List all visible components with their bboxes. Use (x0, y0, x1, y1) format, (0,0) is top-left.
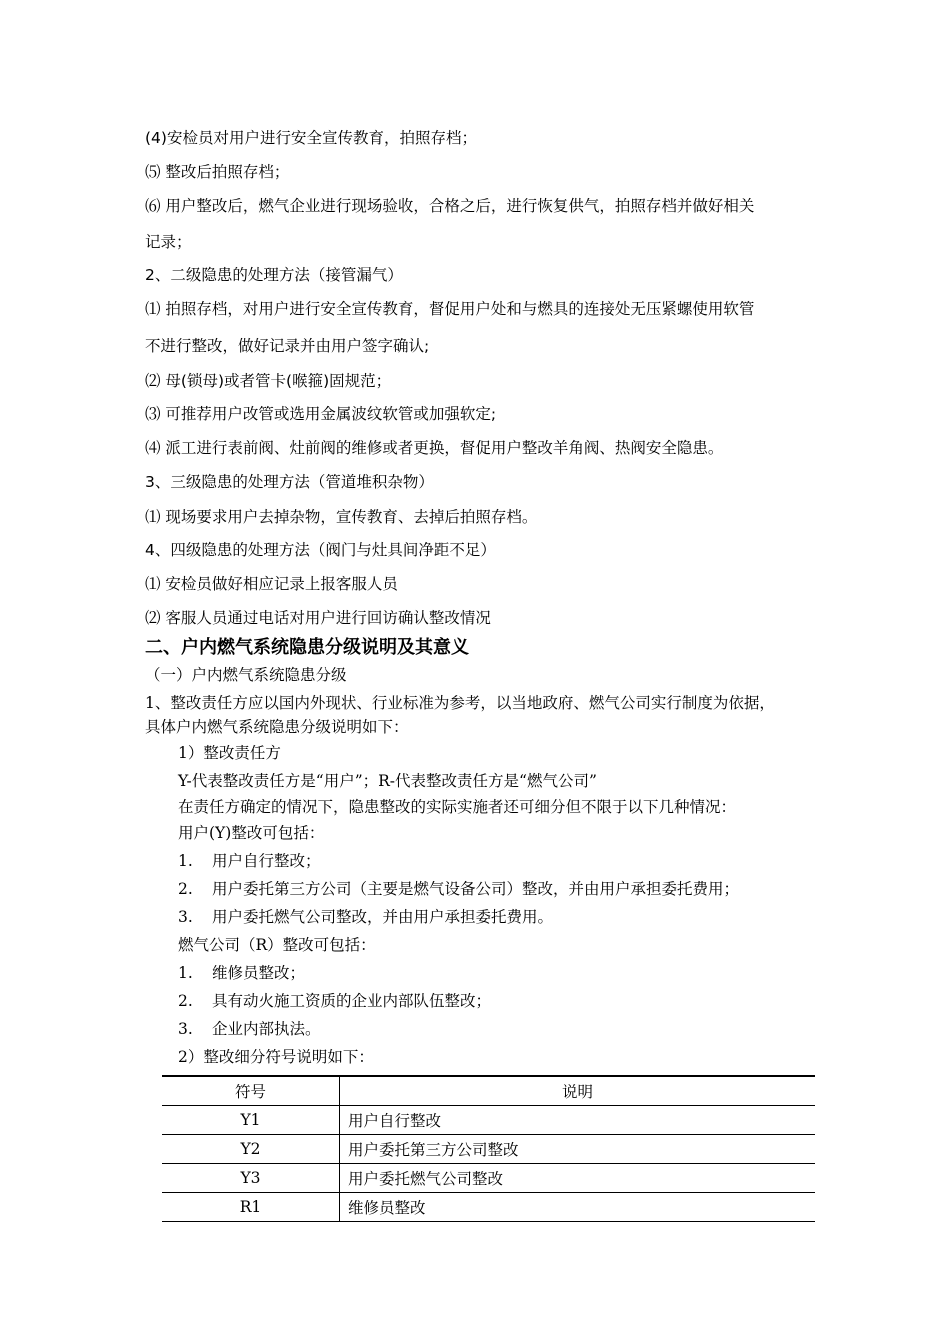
symbol-cell: Y2 (162, 1135, 340, 1164)
description-cell: 用户自行整改 (340, 1106, 816, 1135)
text-line: ⑹ 用户整改后，燃气企业进行现场验收，合格之后，进行恢复供气，拍照存档并做好相关 (145, 197, 755, 215)
text-line: 4、四级隐患的处理方法（阀门与灶具间净距不足） (145, 541, 496, 559)
list-item: 3. 用户委托燃气公司整改，并由用户承担委托费用。 (178, 908, 554, 926)
table-row (162, 1193, 815, 1222)
list-item: 3. 企业内部执法。 (178, 1020, 321, 1038)
section-heading: 二、户内燃气系统隐患分级说明及其意义 (145, 637, 469, 658)
list-item: 1. 用户自行整改； (178, 852, 321, 870)
symbol-cell: Y3 (162, 1164, 340, 1193)
symbol-table (162, 1075, 815, 1222)
text-line: ⑴ 拍照存档，对用户进行安全宣传教育，督促用户处和与燃具的连接处无压紧螺使用软管 (145, 300, 755, 318)
text-line: ⑴ 安检员做好相应记录上报客服人员 (145, 575, 398, 593)
company-intro: 燃气公司（R）整改可包括： (178, 936, 376, 954)
item-title: 2）整改细分符号说明如下： (178, 1048, 374, 1066)
description-cell: 用户委托燃气公司整改 (340, 1164, 816, 1193)
list-item: 2. 具有动火施工资质的企业内部队伍整改； (178, 992, 492, 1010)
item-definition: Y-代表整改责任方是“用户”；R-代表整改责任方是“燃气公司” (178, 772, 597, 790)
text-line: 记录； (145, 233, 192, 251)
table-header-row (162, 1076, 815, 1106)
item-note: 在责任方确定的情况下，隐患整改的实际实施者还可细分但不限于以下几种情况： (178, 798, 737, 816)
text-line: 不进行整改，做好记录并由用户签字确认; (145, 337, 430, 355)
user-intro: 用户(Y)整改可包括： (178, 824, 325, 842)
description-cell: 维修员整改 (340, 1193, 816, 1222)
text-line: 2、二级隐患的处理方法（接管漏气） (145, 266, 403, 284)
text-line: (4)安检员对用户进行安全宣传教育，拍照存档； (145, 129, 477, 147)
text-line: ⑸ 整改后拍照存档； (145, 163, 290, 181)
subheading: （一）户内燃气系统隐患分级 (145, 666, 347, 684)
column-header-description: 说明 (340, 1076, 816, 1106)
text-line: ⑶ 可推荐用户改管或选用金属波纹软管或加强软定; (145, 405, 497, 423)
paragraph-line: 具体户内燃气系统隐患分级说明如下： (145, 718, 409, 736)
list-item: 1. 维修员整改； (178, 964, 306, 982)
table-row (162, 1106, 815, 1135)
text-line: ⑴ 现场要求用户去掉杂物，宣传教育、去掉后拍照存档。 (145, 508, 538, 526)
symbol-cell: R1 (162, 1193, 340, 1222)
table-row (162, 1135, 815, 1164)
list-item: 2. 用户委托第三方公司（主要是燃气设备公司）整改，并由用户承担委托费用； (178, 880, 740, 898)
text-line: ⑵ 母(锁母)或者管卡(喉箍)固规范； (145, 372, 392, 390)
description-cell: 用户委托第三方公司整改 (340, 1135, 816, 1164)
text-line: 3、三级隐患的处理方法（管道堆积杂物） (145, 473, 434, 491)
column-header-symbol: 符号 (162, 1076, 340, 1106)
table-row (162, 1164, 815, 1193)
paragraph-line: 1、整改责任方应以国内外现状、行业标准为参考，以当地政府、燃气公司实行制度为依据， (145, 694, 775, 712)
item-title: 1）整改责任方 (178, 744, 281, 762)
text-line: ⑵ 客服人员通过电话对用户进行回访确认整改情况 (145, 609, 491, 627)
text-line: ⑷ 派工进行表前阀、灶前阀的维修或者更换，督促用户整改羊角阀、热阀安全隐患。 (145, 439, 724, 457)
symbol-cell: Y1 (162, 1106, 340, 1135)
